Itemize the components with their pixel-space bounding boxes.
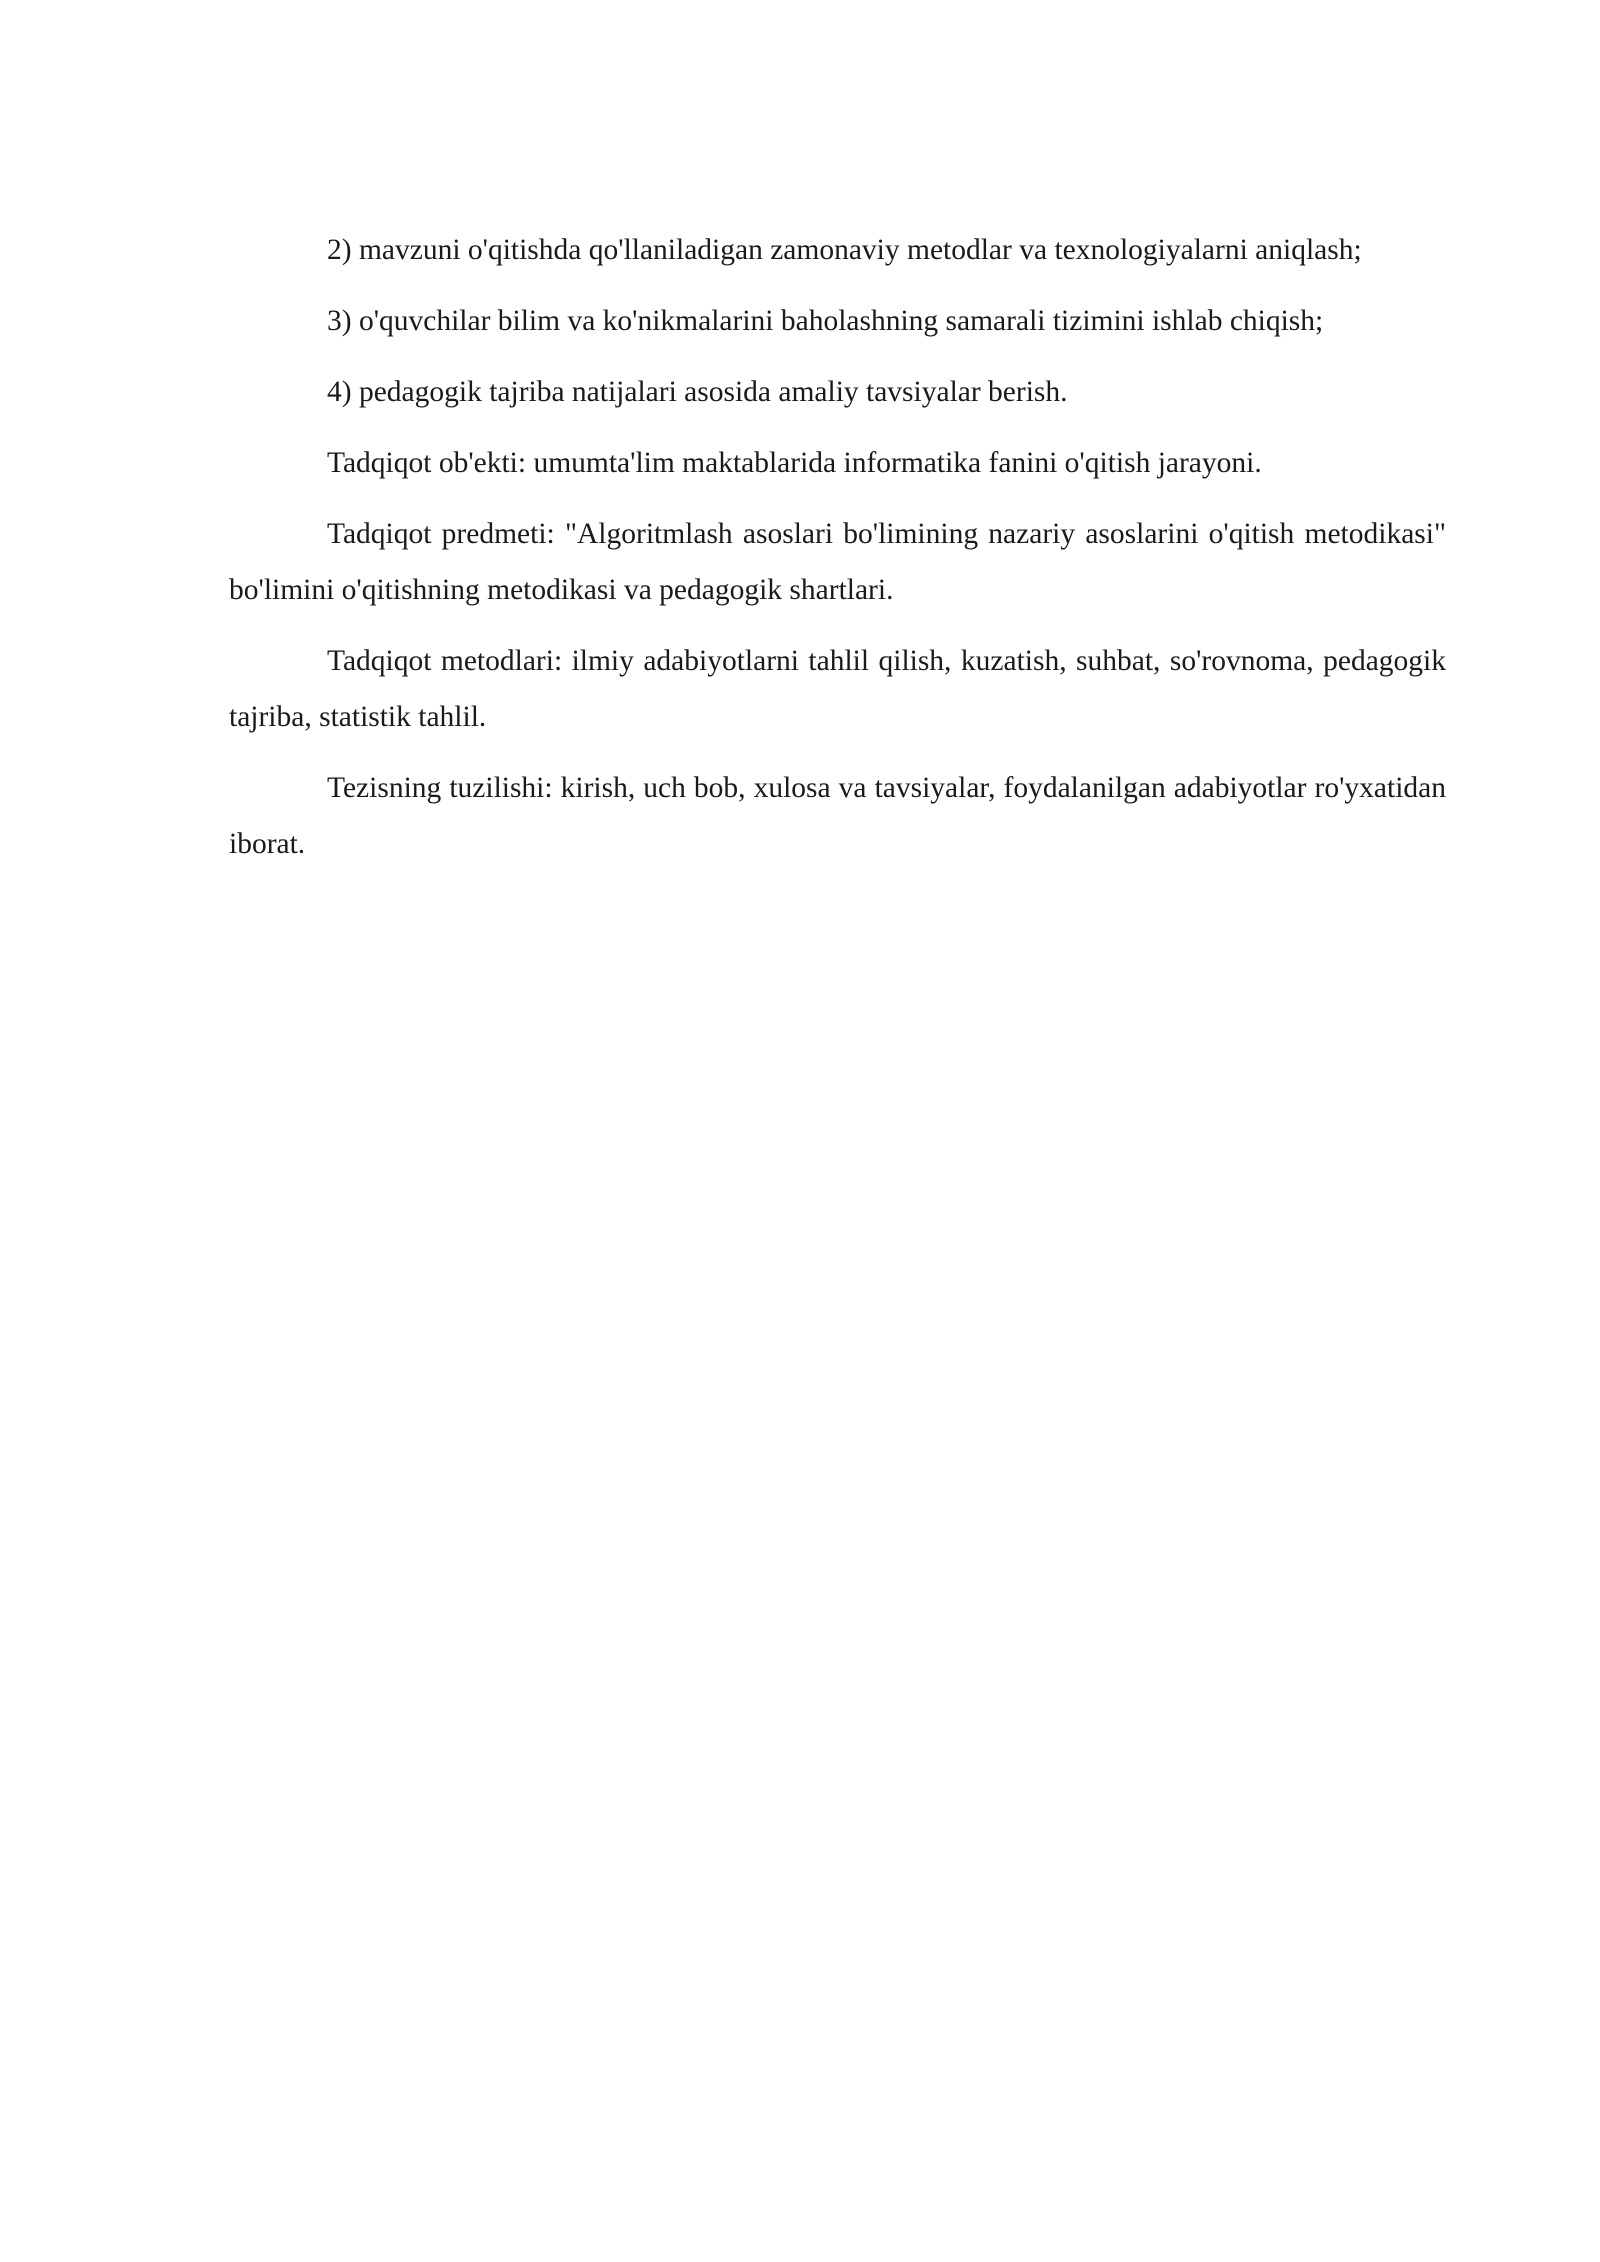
list-item-2: 2) mavzuni o'qitishda qo'llaniladigan zamonaviy metodlar va texnologiyalarni aniqlash;: [327, 234, 1362, 266]
research-methods-paragraph: Tadqiqot metodlari: ilmiy adabiyotlarni tahlil qilish, kuzatish, suhbat, so'rovnoma, pedagogik tajriba, statistik tahlil.: [229, 645, 1446, 733]
thesis-structure-paragraph: Tezisning tuzilishi: kirish, uch bob, xulosa va tavsiyalar, foydalanilgan adabiyotlar ro'yxatidan iborat.: [229, 772, 1446, 860]
list-item-3: 3) o'quvchilar bilim va ko'nikmalarini baholashning samarali tizimini ishlab chiqish;: [327, 305, 1324, 337]
research-subject-paragraph: Tadqiqot predmeti: "Algoritmlash asoslari bo'limining nazariy asoslarini o'qitish metodikasi" bo'limini o'qitishning metodikasi va pedagogik shartlari.: [229, 518, 1446, 606]
document-body: [229, 222, 1446, 887]
list-item-4: 4) pedagogik tajriba natijalari asosida amaliy tavsiyalar berish.: [327, 376, 1068, 408]
research-object-paragraph: Tadqiqot ob'ekti: umumta'lim maktablarida informatika fanini o'qitish jarayoni.: [327, 447, 1262, 479]
